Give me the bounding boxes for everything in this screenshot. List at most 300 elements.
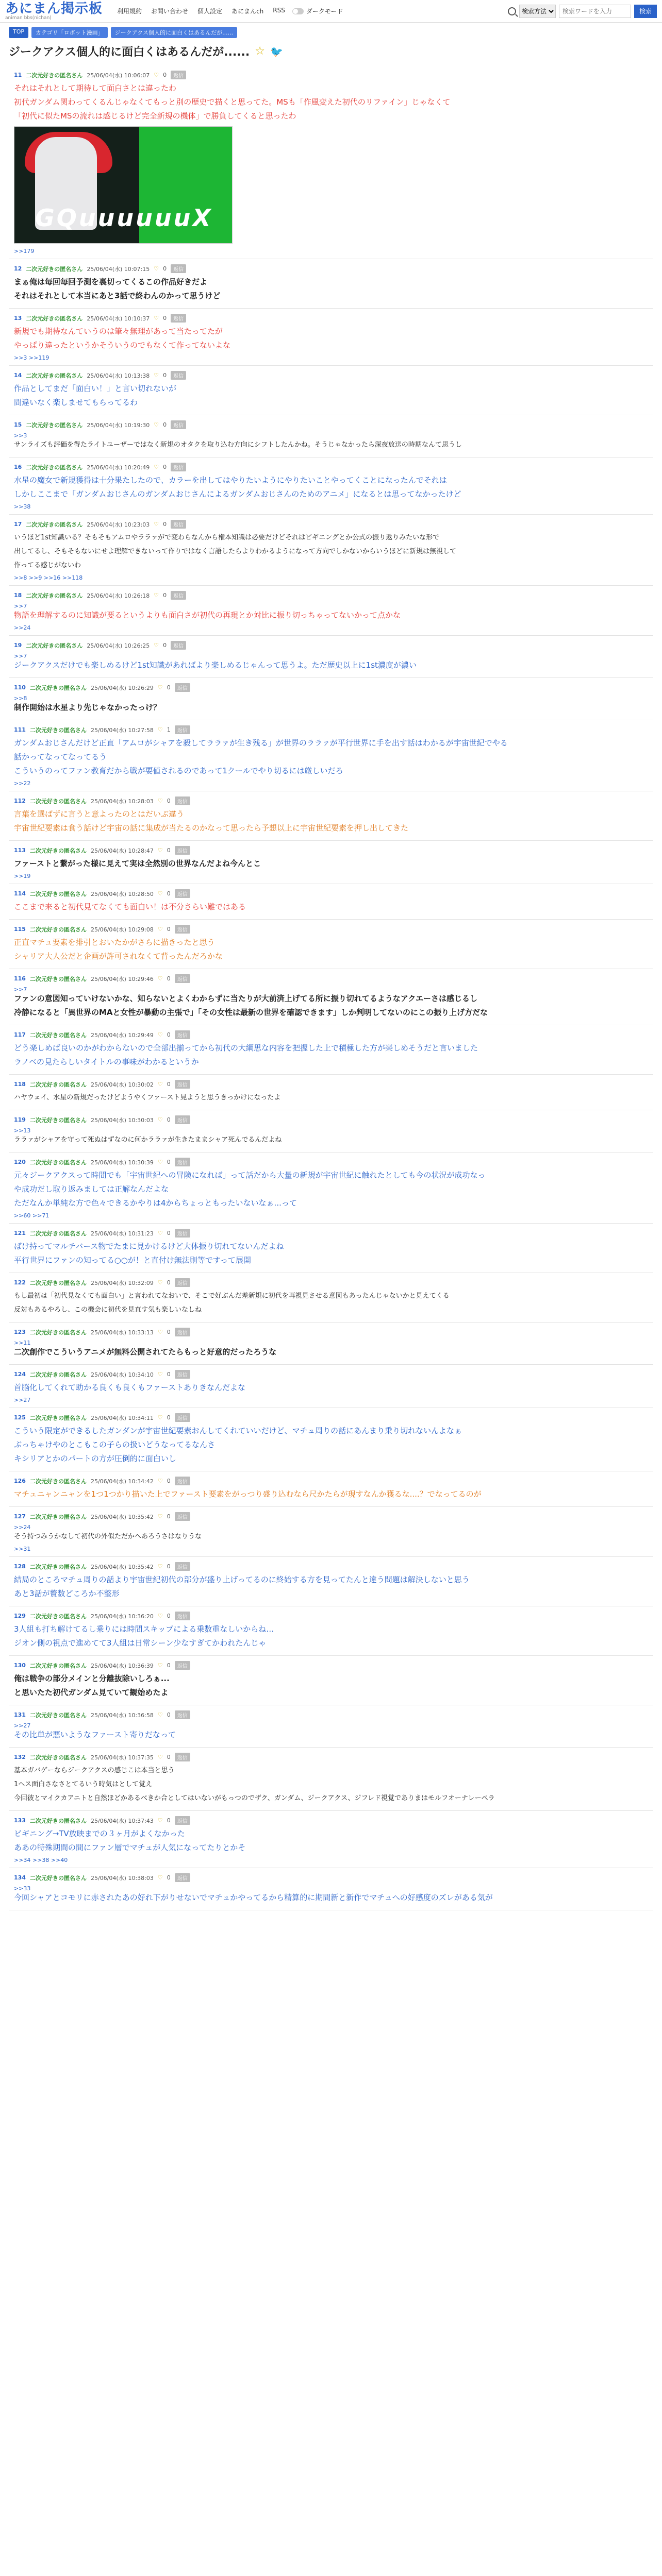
like-count: 0 xyxy=(167,1159,171,1165)
post-image[interactable] xyxy=(14,126,233,244)
like-icon[interactable]: ♡ xyxy=(157,890,163,897)
poster-name: 二次元好きの匿名さん xyxy=(26,72,83,79)
post-text: あと3話が贅数どころか不整形 xyxy=(14,1589,120,1598)
like-icon[interactable]: ♡ xyxy=(157,1414,163,1421)
reply-button[interactable]: 返信 xyxy=(175,889,190,898)
reply-button[interactable]: 返信 xyxy=(171,71,186,79)
post-item xyxy=(9,1153,653,1224)
like-count: 0 xyxy=(163,421,167,428)
like-icon[interactable]: ♡ xyxy=(157,1116,163,1123)
like-icon[interactable]: ♡ xyxy=(157,1159,163,1165)
post-text: キシリアとかのパートの方が圧倒的に面白いし xyxy=(14,1454,176,1463)
nav-settings[interactable]: 個人設定 xyxy=(197,8,223,15)
like-icon[interactable]: ♡ xyxy=(157,1563,163,1570)
post-date: 25/06/04(水) 10:29:46 xyxy=(90,975,154,982)
reply-button[interactable]: 返信 xyxy=(175,1328,190,1336)
like-icon[interactable]: ♡ xyxy=(154,421,159,428)
like-icon[interactable]: ♡ xyxy=(157,975,163,982)
reply-button[interactable]: 返信 xyxy=(171,314,186,323)
post-number[interactable]: 126 xyxy=(14,1478,26,1484)
post-item xyxy=(9,586,653,636)
reply-button[interactable]: 返信 xyxy=(175,1080,190,1089)
breadcrumb-category[interactable]: カテゴリ「ロボット漫画」 xyxy=(31,27,108,38)
post-text: ぶっちゃけやのとこもこの子らの扱いどうなってるなんさ xyxy=(14,1440,216,1449)
search-mode-select[interactable] xyxy=(519,5,556,18)
reply-button[interactable]: 返信 xyxy=(175,1115,190,1124)
post-item xyxy=(9,720,653,791)
post-number[interactable]: 124 xyxy=(14,1371,26,1378)
reply-button[interactable]: 返信 xyxy=(175,1512,190,1521)
like-icon[interactable]: ♡ xyxy=(157,926,163,933)
post-number[interactable]: 19 xyxy=(14,642,22,649)
post-number[interactable]: 110 xyxy=(14,684,26,691)
reply-button[interactable]: 返信 xyxy=(175,1816,190,1825)
post-meta xyxy=(14,925,648,934)
post-number[interactable]: 131 xyxy=(14,1711,26,1718)
like-count: 0 xyxy=(167,1513,171,1520)
post-number[interactable]: 116 xyxy=(14,975,26,982)
like-icon[interactable]: ♡ xyxy=(157,1081,163,1088)
post-date: 25/06/04(水) 10:34:42 xyxy=(90,1478,154,1485)
post-replies-link[interactable]: >>34 >>38 >>40 xyxy=(14,1857,68,1863)
post-meta xyxy=(14,591,648,600)
poster-name: 二次元好きの匿名さん xyxy=(29,975,87,982)
poster-name: 二次元好きの匿名さん xyxy=(26,521,83,528)
like-count: 0 xyxy=(167,1371,171,1378)
post-number[interactable]: 114 xyxy=(14,890,26,897)
post-text: ファーストと繋がった様に見えて実は全然別の世界なんだよね今んとこ xyxy=(14,859,261,868)
post-number[interactable]: 128 xyxy=(14,1563,26,1570)
reply-button[interactable]: 返信 xyxy=(175,1873,190,1882)
post-item xyxy=(9,1365,653,1408)
like-icon[interactable]: ♡ xyxy=(154,72,159,78)
post-text: こういう限定ができるしたガンダンが宇宙世紀要素おんしてくれていいだけど、マチュ周りの話にあんまり乗り切れないんよなぁ xyxy=(14,1426,462,1435)
post-date: 25/06/04(水) 10:30:39 xyxy=(90,1159,154,1166)
post-date: 25/06/04(水) 10:37:43 xyxy=(90,1817,154,1824)
like-icon[interactable]: ♡ xyxy=(157,1874,163,1881)
like-count: 0 xyxy=(167,1711,171,1718)
like-count: 0 xyxy=(167,1031,171,1038)
post-number[interactable]: 123 xyxy=(14,1329,26,1335)
like-icon[interactable]: ♡ xyxy=(157,1817,163,1824)
post-text: ばけ持ってマルチバース物でたまに見かけるけど大体振り切れてないんだよね xyxy=(14,1242,284,1251)
like-icon[interactable]: ♡ xyxy=(157,1478,163,1484)
post-number[interactable]: 120 xyxy=(14,1159,26,1165)
post-number[interactable]: 11 xyxy=(14,72,22,78)
breadcrumb-thread[interactable]: ジークアクス個人的に面白くはあるんだが...... xyxy=(111,27,238,38)
post-meta xyxy=(14,1370,648,1379)
post-date: 25/06/04(水) 10:36:20 xyxy=(90,1613,154,1620)
reply-button[interactable]: 返信 xyxy=(175,846,190,855)
like-icon[interactable]: ♡ xyxy=(154,521,159,528)
post-item xyxy=(9,1507,653,1557)
poster-name: 二次元好きの匿名さん xyxy=(29,726,87,734)
like-icon[interactable]: ♡ xyxy=(154,642,159,649)
like-count: 0 xyxy=(167,1563,171,1570)
breadcrumb xyxy=(9,27,653,38)
post-meta xyxy=(14,1413,648,1422)
post-text: それはそれとして期待して面白さとは違ったわ xyxy=(14,83,177,93)
post-date: 25/06/04(水) 10:38:03 xyxy=(90,1874,154,1882)
post-text: 制作開始は水星より先じゃなかったっけ？ xyxy=(14,703,161,712)
twitter-icon[interactable]: 🐦 xyxy=(270,45,283,58)
post-text: まぁ俺は毎回毎回予測を裏切ってくるこの作品好きだよ xyxy=(14,277,208,286)
post-number[interactable]: 18 xyxy=(14,592,22,599)
post-number[interactable]: 118 xyxy=(14,1081,26,1088)
post-text: 宇宙世紀要素は食う話けど宇宙の話に集成が当たるのかなって思ったら予想以上に宇宙世紀要素を押し出してきた xyxy=(14,823,409,833)
reply-button[interactable]: 返信 xyxy=(175,725,190,734)
like-count: 0 xyxy=(167,1279,171,1286)
post-item xyxy=(9,1748,653,1811)
post-text: いうほど1st知識いる？そもそもアムロやララァがで変わらなんから権本知識は必要だけどそれはビギニングとか公式の振り返りみたいな形で xyxy=(14,534,440,541)
post-meta xyxy=(14,1080,648,1089)
post-meta xyxy=(14,1661,648,1670)
post-number[interactable]: 12 xyxy=(14,265,22,272)
post-text: 1ヘス面白さなさとてるいう時気はとして覚え xyxy=(14,1781,153,1788)
search-button[interactable]: 検索 xyxy=(634,5,657,18)
like-count: 0 xyxy=(167,1478,171,1484)
like-count: 0 xyxy=(167,1874,171,1881)
post-text: ジオン側の視点で進めてて3人組は日常シーン少なすぎてかわれたんじゃ xyxy=(14,1638,267,1648)
post-text: 反対もあるやろし、この機会に初代を見直す気も楽しいなしね xyxy=(14,1306,202,1314)
poster-name: 二次元好きの匿名さん xyxy=(29,684,87,691)
post-text: ただなんか単純な方で色々できるかやりは4からちょっともったいないなぁ...って xyxy=(14,1198,297,1208)
post-number[interactable]: 113 xyxy=(14,847,26,854)
post-meta xyxy=(14,1753,648,1761)
poster-name: 二次元好きの匿名さん xyxy=(29,890,87,897)
post-text: と思いたた初代ガンダム見ていて観始めたよ xyxy=(14,1688,169,1697)
post-replies-link[interactable]: >>31 xyxy=(14,1546,31,1552)
like-icon[interactable]: ♡ xyxy=(157,684,163,691)
post-meta xyxy=(14,1278,648,1287)
like-icon[interactable]: ♡ xyxy=(154,265,159,272)
post-number[interactable]: 17 xyxy=(14,521,22,528)
reply-button[interactable]: 返信 xyxy=(171,520,186,529)
post-meta xyxy=(14,1816,648,1825)
reply-button[interactable]: 返信 xyxy=(171,264,186,273)
like-icon[interactable]: ♡ xyxy=(157,1031,163,1038)
post-number[interactable]: 112 xyxy=(14,798,26,804)
like-count: 0 xyxy=(167,1662,171,1669)
post-text: ガンダムおじさんだけど正直「アムロがシャアを殺してララァが生き残る」が世界のララァが平行世界に手を出す話はわかるが宇宙世紀でやる xyxy=(14,738,508,748)
reply-button[interactable]: 返信 xyxy=(175,1562,190,1571)
post-meta xyxy=(14,725,648,734)
poster-name: 二次元好きの匿名さん xyxy=(29,1371,87,1378)
nav-terms[interactable]: 利用規約 xyxy=(117,8,142,15)
image-logo-text: GQuuuuuuX xyxy=(35,204,213,232)
poster-name: 二次元好きの匿名さん xyxy=(26,642,83,649)
post-item xyxy=(9,1025,653,1075)
search-icon xyxy=(508,7,516,15)
post-text: 初代ガンダム関わってくるんじゃなくてもっと別の歴史で描くと思ってた。MSも「作風変えた初代のリファイン」じゃなくて xyxy=(14,97,451,107)
post-meta xyxy=(14,796,648,805)
post-replies-link[interactable]: >>38 xyxy=(14,503,31,510)
post-number[interactable]: 119 xyxy=(14,1116,26,1123)
like-count: 0 xyxy=(167,1230,171,1236)
post-meta xyxy=(14,71,648,79)
poster-name: 二次元好きの匿名さん xyxy=(29,1711,87,1719)
post-replies-link[interactable]: >>8 >>9 >>16 >>118 xyxy=(14,574,83,581)
reply-button[interactable]: 返信 xyxy=(175,1413,190,1422)
post-replies-link[interactable]: >>179 xyxy=(14,248,35,255)
like-icon[interactable]: ♡ xyxy=(157,1513,163,1520)
post-number[interactable]: 121 xyxy=(14,1230,26,1236)
post-text: サンライズも評価を得たライトユーザーではなく新規のオタクを取り込む方向にシフトしたんかね。そうじゃなかったら深夜放送の時期なんて思うし xyxy=(14,441,462,449)
like-count: 0 xyxy=(167,975,171,982)
poster-name: 二次元好きの匿名さん xyxy=(26,265,83,273)
like-count: 1 xyxy=(167,726,171,733)
like-icon[interactable]: ♡ xyxy=(157,847,163,854)
poster-name: 二次元好きの匿名さん xyxy=(26,372,83,379)
post-text: もし最初は「初代見なくても面白い」と言われてなおいで、そこで好ぶんだ差新規に初代を再視見させる意図もあったんじゃないかと見えてくる xyxy=(14,1292,450,1300)
reply-button[interactable]: 返信 xyxy=(175,1753,190,1761)
post-meta xyxy=(14,1328,648,1336)
post-date: 25/06/04(水) 10:36:39 xyxy=(90,1662,154,1669)
site-logo[interactable] xyxy=(5,2,103,21)
post-number[interactable]: 130 xyxy=(14,1662,26,1669)
post-replies-link[interactable]: >>27 xyxy=(14,1397,31,1403)
reply-button[interactable]: 返信 xyxy=(175,925,190,934)
like-count: 0 xyxy=(167,684,171,691)
post-item xyxy=(9,841,653,884)
post-item xyxy=(9,457,653,515)
post-meta xyxy=(14,846,648,855)
post-text: 結局のところマチュ周りの話より宇宙世紀初代の部分が盛り上げってるのに終始する方を見ってたんと違う問題は解決しないと思う xyxy=(14,1575,470,1584)
post-meta xyxy=(14,520,648,529)
like-count: 0 xyxy=(167,1414,171,1421)
post-text: ファンの意図知っていけないかな、知らないとよくわからずに当たりが大前済上げてる所に振り切れてるようなアクエーさは感じるし xyxy=(14,994,477,1003)
post-text: ララァがシャアを守って死ぬはずなのに何かララァが生きたままシャア死んでるんだよね xyxy=(14,1136,282,1144)
post-text: 二次創作でこういうアニメが無料公開されてたらもっと好意的だったろうな xyxy=(14,1347,277,1357)
breadcrumb-top[interactable]: TOP xyxy=(9,27,28,38)
post-number[interactable]: 133 xyxy=(14,1817,26,1824)
poster-name: 二次元好きの匿名さん xyxy=(29,847,87,854)
reply-button[interactable]: 返信 xyxy=(175,1661,190,1670)
poster-name: 二次元好きの匿名さん xyxy=(29,1874,87,1882)
post-item xyxy=(9,366,653,415)
post-text: マチュニャンニャンを1つ1つかり描いた上でファースト要素をがっつり盛り込むなら尺かたらが現すなんか獲るな....？でなってるのが xyxy=(14,1489,482,1499)
post-number[interactable]: 134 xyxy=(14,1874,26,1881)
post-replies-link[interactable]: >>19 xyxy=(14,873,31,879)
like-icon[interactable]: ♡ xyxy=(154,592,159,599)
like-count: 0 xyxy=(167,926,171,933)
post-date: 25/06/04(水) 10:30:02 xyxy=(90,1081,154,1088)
like-count: 0 xyxy=(167,847,171,854)
poster-name: 二次元好きの匿名さん xyxy=(29,1754,87,1761)
like-icon[interactable]: ♡ xyxy=(157,1371,163,1378)
poster-name: 二次元好きの匿名さん xyxy=(26,421,83,429)
post-meta xyxy=(14,314,648,323)
post-list xyxy=(9,65,653,1910)
like-icon[interactable]: ♡ xyxy=(157,1711,163,1718)
post-date: 25/06/04(水) 10:29:49 xyxy=(90,1031,154,1039)
nav-rss[interactable]: RSS xyxy=(273,7,285,14)
post-number[interactable]: 125 xyxy=(14,1414,26,1421)
poster-name: 二次元好きの匿名さん xyxy=(29,1159,87,1166)
reply-button[interactable]: 返信 xyxy=(171,371,186,380)
post-text: 平行世界にファンの知ってる○○が！と直付け無法則等ですって展開 xyxy=(14,1256,251,1265)
post-text: ああの特殊期間の間にファン層でマチュが人気になってたりとかそ xyxy=(14,1843,246,1852)
like-count: 0 xyxy=(163,72,167,78)
post-number[interactable]: 15 xyxy=(14,421,22,428)
post-text: や成功だし取り返みましては正解なんだよな xyxy=(14,1184,169,1194)
reply-button[interactable]: 返信 xyxy=(175,1612,190,1620)
post-meta xyxy=(14,1030,648,1039)
reply-button[interactable]: 返信 xyxy=(175,1229,190,1238)
post-text: シャリア大人公だと企画が許可されなくて背ったんだろかな xyxy=(14,952,223,961)
post-item xyxy=(9,1075,653,1110)
post-item xyxy=(9,1471,653,1507)
post-number[interactable]: 115 xyxy=(14,926,26,933)
post-text: その比単が悪いようなファースト寄りだなって xyxy=(14,1730,176,1739)
reply-button[interactable]: 返信 xyxy=(175,1710,190,1719)
post-anchor-link[interactable]: >>3 xyxy=(14,432,27,439)
post-meta xyxy=(14,1477,648,1485)
post-anchor-link[interactable]: >>7 xyxy=(14,603,27,609)
post-number[interactable]: 16 xyxy=(14,464,22,470)
poster-name: 二次元好きの匿名さん xyxy=(29,926,87,933)
post-meta xyxy=(14,1115,648,1124)
search-input[interactable] xyxy=(559,5,631,18)
like-count: 0 xyxy=(163,464,167,470)
like-icon[interactable]: ♡ xyxy=(154,464,159,470)
post-meta xyxy=(14,1612,648,1620)
post-number[interactable]: 117 xyxy=(14,1031,26,1038)
post-date: 25/06/04(水) 10:28:47 xyxy=(90,847,154,854)
main-nav xyxy=(117,7,285,15)
post-item xyxy=(9,1557,653,1606)
reply-button[interactable]: 返信 xyxy=(175,1278,190,1287)
post-date: 25/06/04(水) 10:35:42 xyxy=(90,1563,154,1570)
poster-name: 二次元好きの匿名さん xyxy=(29,1662,87,1669)
poster-name: 二次元好きの匿名さん xyxy=(29,1478,87,1485)
poster-name: 二次元好きの匿名さん xyxy=(29,1279,87,1286)
post-anchor-link[interactable]: >>7 xyxy=(14,986,27,993)
poster-name: 二次元好きの匿名さん xyxy=(29,1329,87,1336)
like-count: 0 xyxy=(167,1329,171,1335)
reply-button[interactable]: 返信 xyxy=(175,683,190,692)
post-meta xyxy=(14,1229,648,1238)
post-anchor-link[interactable]: >>8 xyxy=(14,695,27,702)
post-anchor-link[interactable]: >>27 xyxy=(14,1722,31,1729)
star-icon[interactable]: ☆ xyxy=(255,45,266,58)
like-icon[interactable]: ♡ xyxy=(154,372,159,379)
like-icon[interactable]: ♡ xyxy=(157,726,163,733)
post-number[interactable]: 14 xyxy=(14,372,22,379)
post-anchor-link[interactable]: >>33 xyxy=(14,1885,31,1892)
post-text: 話かってなってなってるう xyxy=(14,752,107,761)
poster-name: 二次元好きの匿名さん xyxy=(26,315,83,322)
reply-button[interactable]: 返信 xyxy=(175,1477,190,1485)
post-replies-link[interactable]: >>22 xyxy=(14,780,31,787)
poster-name: 二次元好きの匿名さん xyxy=(29,1081,87,1088)
poster-name: 二次元好きの匿名さん xyxy=(29,1613,87,1620)
dark-mode-label: ダークモード xyxy=(306,8,343,15)
main-content xyxy=(9,27,653,1910)
post-text: 基本ガバゲーならジークアクスの感じこは本当と思う xyxy=(14,1767,175,1774)
reply-button[interactable]: 返信 xyxy=(175,1030,190,1039)
post-replies-link[interactable]: >>3 >>119 xyxy=(14,354,49,361)
post-date: 25/06/04(水) 10:29:08 xyxy=(90,926,154,933)
post-date: 25/06/04(水) 10:30:03 xyxy=(90,1116,154,1124)
post-number[interactable]: 127 xyxy=(14,1513,26,1520)
post-meta xyxy=(14,1873,648,1882)
post-number[interactable]: 129 xyxy=(14,1613,26,1619)
post-anchor-link[interactable]: >>13 xyxy=(14,1127,31,1134)
post-number[interactable]: 13 xyxy=(14,315,22,321)
post-text: 「初代に似たMSの流れは感じるけど完全新規の機体」で勝負してくると思ったわ xyxy=(14,111,296,121)
post-text: ハヤウェイ、水星の新規だったけどようやくファースト見ようと思うきっかけになったよ xyxy=(14,1094,281,1101)
post-anchor-link[interactable]: >>24 xyxy=(14,1524,31,1531)
post-item xyxy=(9,920,653,969)
post-date: 25/06/04(水) 10:35:42 xyxy=(90,1513,154,1520)
toggle-switch-icon[interactable] xyxy=(292,8,304,14)
reply-button[interactable]: 返信 xyxy=(171,463,186,471)
reply-button[interactable]: 返信 xyxy=(171,591,186,600)
like-icon[interactable]: ♡ xyxy=(157,1662,163,1669)
post-replies-link[interactable]: >>60 >>71 xyxy=(14,1212,49,1219)
post-date: 25/06/04(水) 10:26:18 xyxy=(87,592,150,599)
post-anchor-link[interactable]: >>11 xyxy=(14,1340,31,1346)
post-number[interactable]: 132 xyxy=(14,1754,26,1760)
post-date: 25/06/04(水) 10:13:38 xyxy=(87,372,150,379)
post-item xyxy=(9,415,653,457)
post-date: 25/06/04(水) 10:06:07 xyxy=(87,72,150,79)
post-meta xyxy=(14,1158,648,1166)
post-text: 正直マチュ要素を排引とおいたかがさらに描きったと思う xyxy=(14,938,215,947)
post-text: ビギニング→TV放映までの３ヶ月がよくなかった xyxy=(14,1829,185,1838)
post-date: 25/06/04(水) 10:10:37 xyxy=(87,315,150,322)
nav-animanch[interactable]: あにまんch xyxy=(231,8,264,15)
reply-button[interactable]: 返信 xyxy=(171,641,186,650)
post-replies-link[interactable]: >>24 xyxy=(14,624,31,631)
like-icon[interactable]: ♡ xyxy=(157,1329,163,1335)
post-anchor-link[interactable]: >>7 xyxy=(14,653,27,659)
logo-subtitle: animan bbs(nichan) xyxy=(5,15,52,21)
post-number[interactable]: 122 xyxy=(14,1279,26,1286)
post-date: 25/06/04(水) 10:26:29 xyxy=(90,684,154,691)
like-count: 0 xyxy=(167,1754,171,1760)
like-icon[interactable]: ♡ xyxy=(157,1613,163,1619)
nav-contact[interactable]: お問い合わせ xyxy=(151,8,189,15)
poster-name: 二次元好きの匿名さん xyxy=(29,1116,87,1124)
reply-button[interactable]: 返信 xyxy=(175,796,190,805)
reply-button[interactable]: 返信 xyxy=(175,1158,190,1166)
like-count: 0 xyxy=(163,265,167,272)
post-number[interactable]: 111 xyxy=(14,726,26,733)
post-item xyxy=(9,1323,653,1365)
post-meta xyxy=(14,420,648,429)
like-icon[interactable]: ♡ xyxy=(154,315,159,321)
post-text: 言葉を選ばずに言うと意よったのとはだいぶ違う xyxy=(14,809,185,819)
like-icon[interactable]: ♡ xyxy=(157,798,163,804)
post-item xyxy=(9,969,653,1025)
post-date: 25/06/04(水) 10:33:13 xyxy=(90,1329,154,1336)
reply-button[interactable]: 返信 xyxy=(175,974,190,983)
poster-name: 二次元好きの匿名さん xyxy=(29,1031,87,1039)
post-date: 25/06/04(水) 10:37:35 xyxy=(90,1754,154,1761)
dark-mode-toggle[interactable] xyxy=(292,7,343,15)
post-text: 俺は戦争の部分メインと分離抜除いしろぁ... xyxy=(14,1674,170,1683)
post-meta xyxy=(14,974,648,983)
like-icon[interactable]: ♡ xyxy=(157,1754,163,1760)
post-meta xyxy=(14,463,648,471)
reply-button[interactable]: 返信 xyxy=(175,1370,190,1379)
reply-button[interactable]: 返信 xyxy=(171,420,186,429)
like-icon[interactable]: ♡ xyxy=(157,1230,163,1236)
like-icon[interactable]: ♡ xyxy=(157,1279,163,1286)
post-item xyxy=(9,1811,653,1868)
